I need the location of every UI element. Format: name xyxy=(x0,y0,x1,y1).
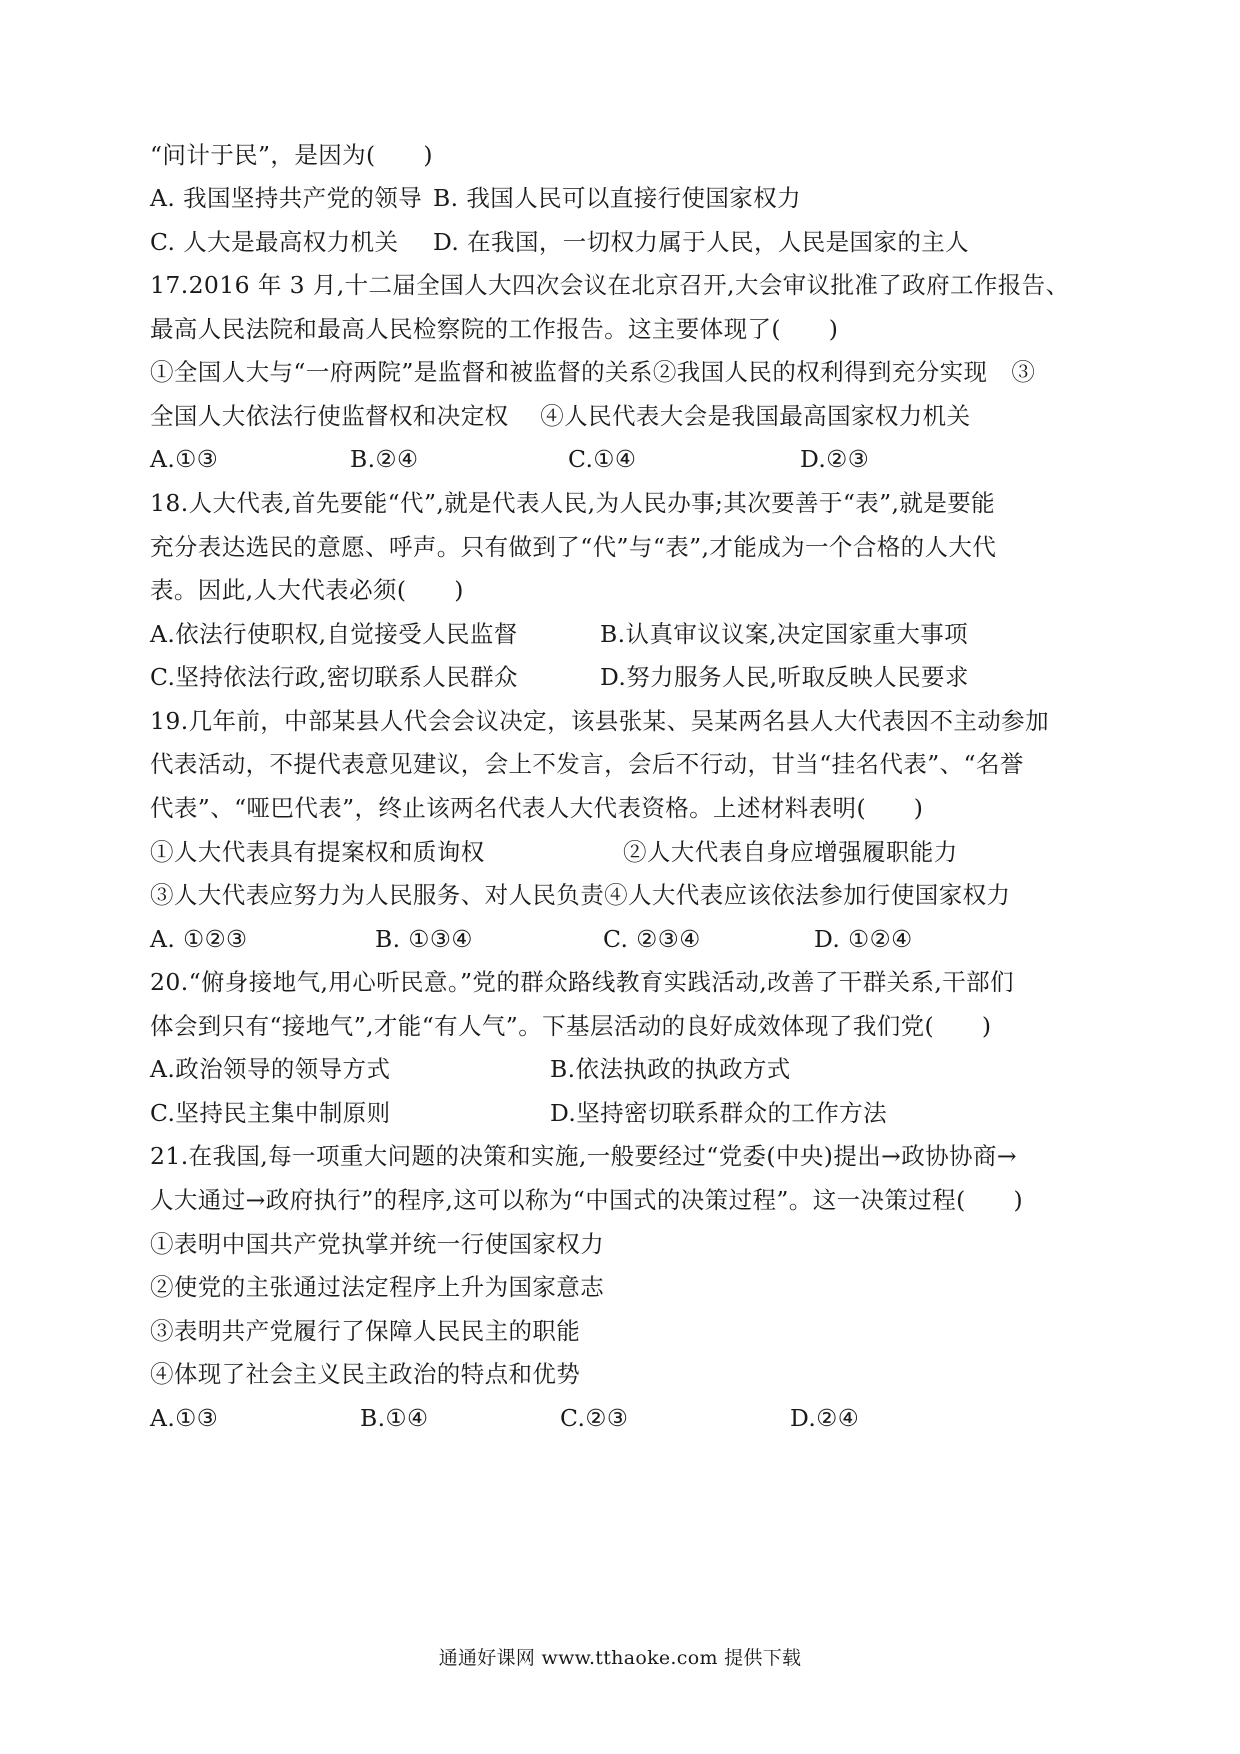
q20-stem-line-2: 体会到只有“接地气”,才能“有人气”。下基层活动的良好成效体现了我们党( ) xyxy=(150,1012,992,1040)
q17-option-d: D.②③ xyxy=(800,445,870,473)
q20-option-a: A.政治领导的领导方式 xyxy=(150,1055,391,1083)
q17-option-c: C.①④ xyxy=(568,445,637,473)
q21-stem-line-2: 人大通过→政府执行”的程序,这可以称为“中国式的决策过程”。这一决策过程( ) xyxy=(150,1186,1024,1214)
q16-option-a: A. 我国坚持共产党的领导 xyxy=(150,184,423,212)
q20-option-c: C.坚持民主集中制原则 xyxy=(150,1099,391,1127)
q21-option-a: A.①③ xyxy=(150,1404,219,1432)
q19-option-c: C. ②③④ xyxy=(603,925,701,953)
q18-option-c: C.坚持依法行政,密切联系人民群众 xyxy=(150,663,518,691)
q21-item-1: ①表明中国共产党执掌并统一行使国家权力 xyxy=(150,1230,605,1258)
q18-option-b: B.认真审议议案,决定国家重大事项 xyxy=(600,620,969,648)
q16-option-b: B. 我国人民可以直接行使国家权力 xyxy=(433,184,802,212)
q19-item-1: ①人大代表具有提案权和质询权 xyxy=(150,838,485,866)
q17-stem-line-3: ①全国人大与“一府两院”是监督和被监督的关系②我国人民的权利得到充分实现 ③ xyxy=(150,358,1036,386)
q18-stem-line-2: 充分表达选民的意愿、呼声。只有做到了“代”与“表”,才能成为一个合格的人大代 xyxy=(150,533,997,561)
q21-option-b: B.①④ xyxy=(360,1404,429,1432)
q18-option-a: A.依法行使职权,自觉接受人民监督 xyxy=(150,620,518,648)
q18-stem-line-1: 18.人大代表,首先要能“代”,就是代表人民,为人民办事;其次要善于“表”,就是要能 xyxy=(150,489,996,517)
q21-option-d: D.②④ xyxy=(790,1404,860,1432)
q20-option-b: B.依法执政的执政方式 xyxy=(550,1055,791,1083)
q16-option-d: D. 在我国，一切权力属于人民，人民是国家的主人 xyxy=(433,228,970,256)
q19-option-a: A. ①②③ xyxy=(150,925,248,953)
page-footer: 通通好课网 www.tthaoke.com 提供下载 xyxy=(438,1647,802,1669)
q20-option-d: D.坚持密切联系群众的工作方法 xyxy=(550,1099,887,1127)
q17-stem-line-1: 17.2016 年 3 月,十二届全国人大四次会议在北京召开,大会审议批准了政府工作报告、 xyxy=(150,271,1070,299)
q17-stem-line-4: 全国人大依法行使监督权和决定权 ④人民代表大会是我国最高国家权力机关 xyxy=(150,402,971,430)
q19-stem-line-3: 代表”、“哑巴代表”，终止该两名代表人大代表资格。上述材料表明( ) xyxy=(150,794,924,822)
q19-stem-line-2: 代表活动，不提代表意见建议，会上不发言，会后不行动，甘当“挂名代表”、“名誉 xyxy=(150,750,1024,778)
q19-option-d: D. ①②④ xyxy=(814,925,913,953)
q21-option-c: C.②③ xyxy=(560,1404,629,1432)
q16-stem: “问计于民”，是因为( ) xyxy=(150,141,433,169)
q16-option-c: C. 人大是最高权力机关 xyxy=(150,228,399,256)
q21-item-4: ④体现了社会主义民主政治的特点和优势 xyxy=(150,1360,581,1388)
q17-stem-line-2: 最高人民法院和最高人民检察院的工作报告。这主要体现了( ) xyxy=(150,315,839,343)
q19-stem-line-1: 19.几年前，中部某县人代会会议决定，该县张某、吴某两名县人大代表因不主动参加 xyxy=(150,707,1049,735)
q19-option-b: B. ①③④ xyxy=(375,925,473,953)
q21-item-2: ②使党的主张通过法定程序上升为国家意志 xyxy=(150,1273,605,1301)
q20-stem-line-1: 20.“俯身接地气,用心听民意。”党的群众路线教育实践活动,改善了干群关系,干部们 xyxy=(150,968,1014,996)
q19-item-2: ②人大代表自身应增强履职能力 xyxy=(623,838,958,866)
q21-stem-line-1: 21.在我国,每一项重大问题的决策和实施,一般要经过“党委(中央)提出→政协协商→ xyxy=(150,1142,1017,1170)
q18-option-d: D.努力服务人民,听取反映人民要求 xyxy=(600,663,969,691)
q19-item-3-4: ③人大代表应努力为人民服务、对人民负责④人大代表应该依法参加行使国家权力 xyxy=(150,881,1011,909)
q21-item-3: ③表明共产党履行了保障人民民主的职能 xyxy=(150,1317,581,1345)
q17-option-b: B.②④ xyxy=(350,445,419,473)
q18-stem-line-3: 表。因此,人大代表必须( ) xyxy=(150,576,464,604)
q17-option-a: A.①③ xyxy=(150,445,219,473)
